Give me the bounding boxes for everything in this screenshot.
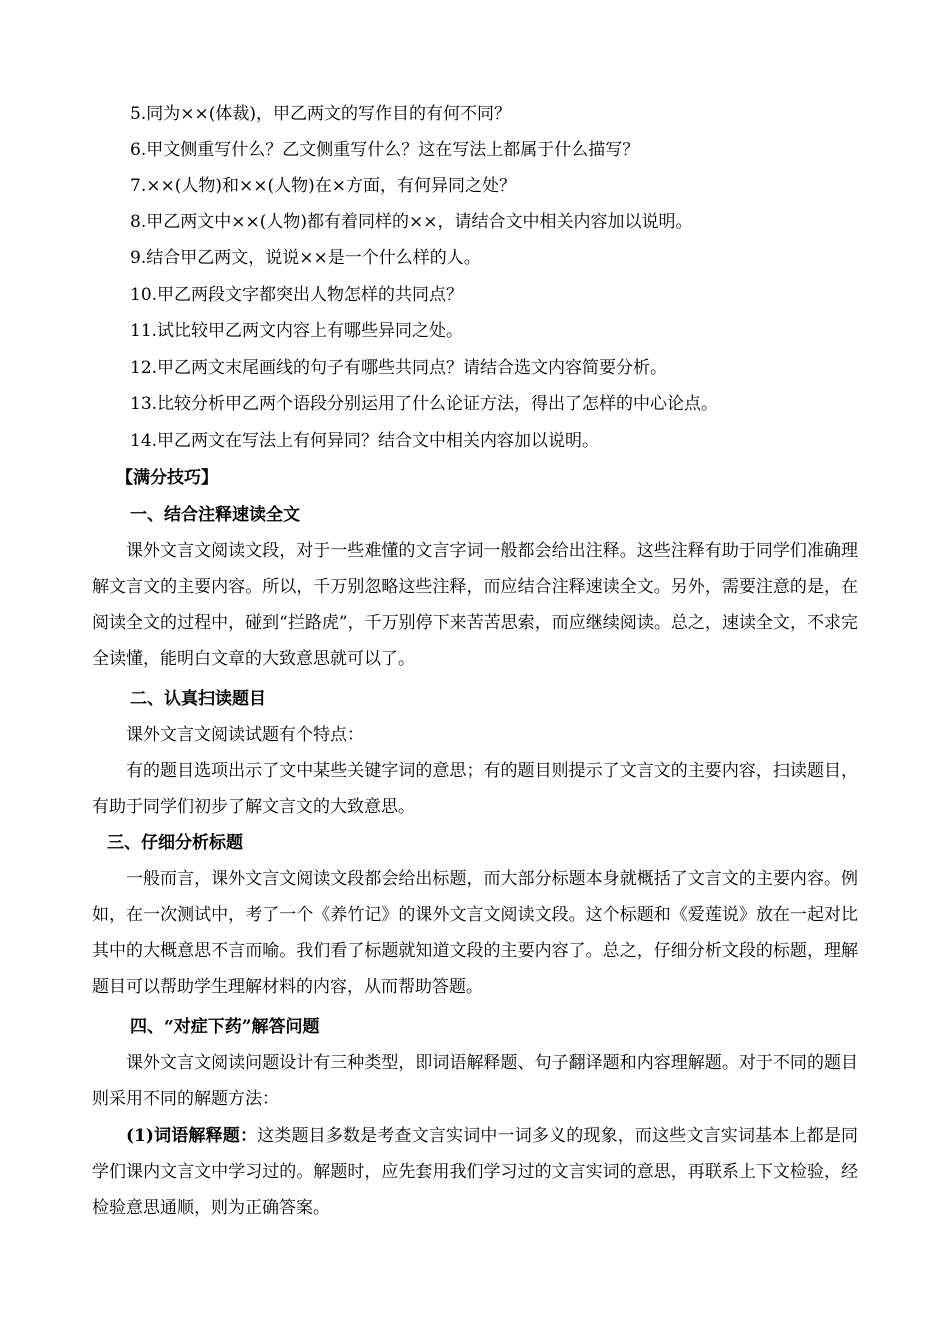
question-item: 6.甲文侧重写什么？乙文侧重写什么？这在写法上都属于什么描写？ — [130, 140, 640, 160]
question-item: 7.××(人物)和××(人物)在×方面，有何异同之处？ — [130, 176, 516, 196]
question-item: 14.甲乙两文在写法上有何异同？结合文中相关内容加以说明。 — [130, 431, 600, 451]
paragraph: 课外文言文阅读问题设计有三种类型，即词语解释题、句子翻译题和内容理解题。对于不同的题目则采用不同的解题方法： — [92, 1053, 858, 1109]
paragraph: 有的题目选项出示了文中某些关键字词的意思；有的题目则提示了文言文的主要内容，扫读题目，有助于同学们初步了解文言文的大致意思。 — [92, 761, 858, 817]
question-item: 8.甲乙两文中××(人物)都有着同样的××，请结合文中相关内容加以说明。 — [130, 212, 693, 232]
question-item: 5.同为××(体裁)，甲乙两文的写作目的有何不同？ — [130, 104, 511, 124]
paragraph: 课外文言文阅读文段，对于一些难懂的文言字词一般都会给出注释。这些注释有助于同学们准确理解文言文的主要内容。所以，千万别忽略这些注释，而应结合注释速读全文。另外，需要注意的是，在阅读全文的过程中，碰到“拦路虎”，千万别停下来苦苦思索，而应继续阅读。总之，速读全文，不求完全读懂，能明白文章的大致意思就可以了。 — [92, 541, 858, 669]
section-title: 一、结合注释速读全文 — [130, 505, 300, 525]
question-item: 13.比较分析甲乙两个语段分别运用了什么论证方法，得出了怎样的中心论点。 — [130, 394, 719, 414]
question-item: 12.甲乙两文末尾画线的句子有哪些共同点？请结合选文内容简要分析。 — [130, 358, 668, 378]
question-item: 11.试比较甲乙两文内容上有哪些异同之处。 — [130, 321, 464, 341]
tips-heading: 【满分技巧】 — [116, 468, 218, 488]
paragraph: 课外文言文阅读试题有个特点： — [126, 725, 364, 745]
question-item: 9.结合甲乙两文，说说××是一个什么样的人。 — [130, 248, 481, 268]
item-text: 这类题目多数是考查文言实词中一词多义的现象，而这些文言实词基本上都是同学们课内文言文中学习过的。解题时，应先套用我们学习过的文言实词的意思，再联系上下文检验，经检验意思通顺，则为正确答案。 — [92, 1126, 858, 1218]
section-title: 三、仔细分析标题 — [107, 833, 243, 853]
section-title: 四、“对症下药”解答问题 — [130, 1017, 320, 1037]
question-item: 10.甲乙两段文字都突出人物怎样的共同点？ — [130, 285, 464, 305]
paragraph: 一般而言，课外文言文阅读文段都会给出标题，而大部分标题本身就概括了文言文的主要内容。例如，在一次测试中，考了一个《养竹记》的课外文言文阅读文段。这个标题和《爱莲说》放在一起对比其中的大概意思不言而喻。我们看了标题就知道文段的主要内容了。总之，仔细分析文段的标题，理解题目可以帮助学生理解材料的内容，从而帮助答题。 — [92, 869, 858, 997]
paragraph-word-explanation — [92, 1118, 858, 1226]
item-label: (1)词语解释题： — [126, 1126, 258, 1146]
section-title: 二、认真扫读题目 — [130, 689, 266, 709]
